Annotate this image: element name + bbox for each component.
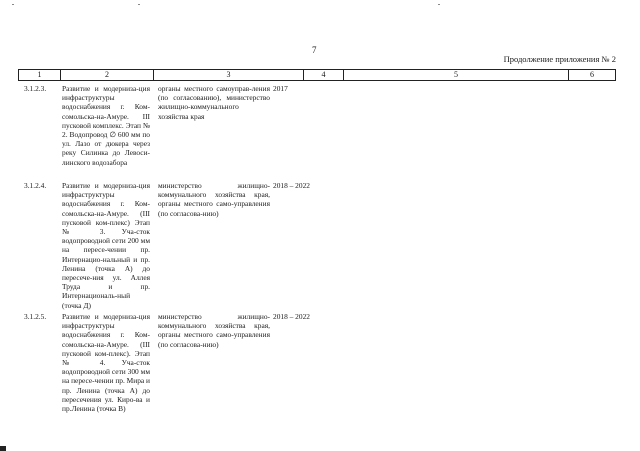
- page-number: 7: [312, 45, 317, 55]
- row-years: 2017: [273, 84, 288, 93]
- row-years: 2018 – 2022: [273, 181, 310, 190]
- scan-speck: [438, 4, 440, 5]
- table-header: [18, 69, 616, 81]
- row-name: Развитие и модерниза-ция инфраструктуры водоснабжения г. Ком-сомольска-на-Амуре. (III пусковой ком-плекс). Этап № 4. Уча-сток водопроводной сети 300 мм на пересе-чении пр. Мира и пр. Ленина (точка А) до пересечения ул. Киро-ва и пр.Ленина (точка В): [62, 312, 150, 414]
- scan-edge-mark: [0, 446, 6, 451]
- row-organization: министерство жилищно-коммунального хозяйства края, органы местного само-управления (по согласова-нию): [158, 312, 270, 349]
- row-number: 3.1.2.5.: [24, 312, 47, 321]
- row-number: 3.1.2.3.: [24, 84, 47, 93]
- scan-speck: [138, 4, 140, 5]
- header-col-1: 1: [19, 70, 61, 81]
- scan-speck: [12, 4, 14, 5]
- header-row: [19, 70, 616, 81]
- header-col-4: 4: [304, 70, 344, 81]
- continuation-label: Продолжение приложения № 2: [503, 54, 616, 64]
- header-col-5: 5: [344, 70, 569, 81]
- row-name: Развитие и модерниза-ция инфраструктуры водоснабжения г. Ком-сомольска-на-Амуре. (III пусковой ком-плекс) Этап № 3. Уча-сток водопроводной сети 200 мм на пересе-чении пр. Интернацио-нальный и пр. Ленина (точка А) до пересече-ния ул. Аллея Труда и пр. Интернациональ-ный (точка Д): [62, 181, 150, 310]
- row-organization: министерство жилищно-коммунального хозяйства края, органы местного само-управления (по согласова-нию): [158, 181, 270, 218]
- row-name: Развитие и модерниза-ция инфраструктуры водоснабжения г. Ком-сомольска-на-Амуре. III пусковой комплекс. Этап № 2. Водопровод ∅ 600 мм по ул. Лазо от дюкера через реку Силинка до Левоси-линского водозабора: [62, 84, 150, 167]
- header-col-3: 3: [154, 70, 304, 81]
- row-organization: органы местного самоуправ-ления (по согласованию), министерство жилищно-коммунального хозяйства края: [158, 84, 270, 121]
- header-col-2: 2: [61, 70, 154, 81]
- row-years: 2018 – 2022: [273, 312, 310, 321]
- header-col-6: 6: [569, 70, 616, 81]
- row-number: 3.1.2.4.: [24, 181, 47, 190]
